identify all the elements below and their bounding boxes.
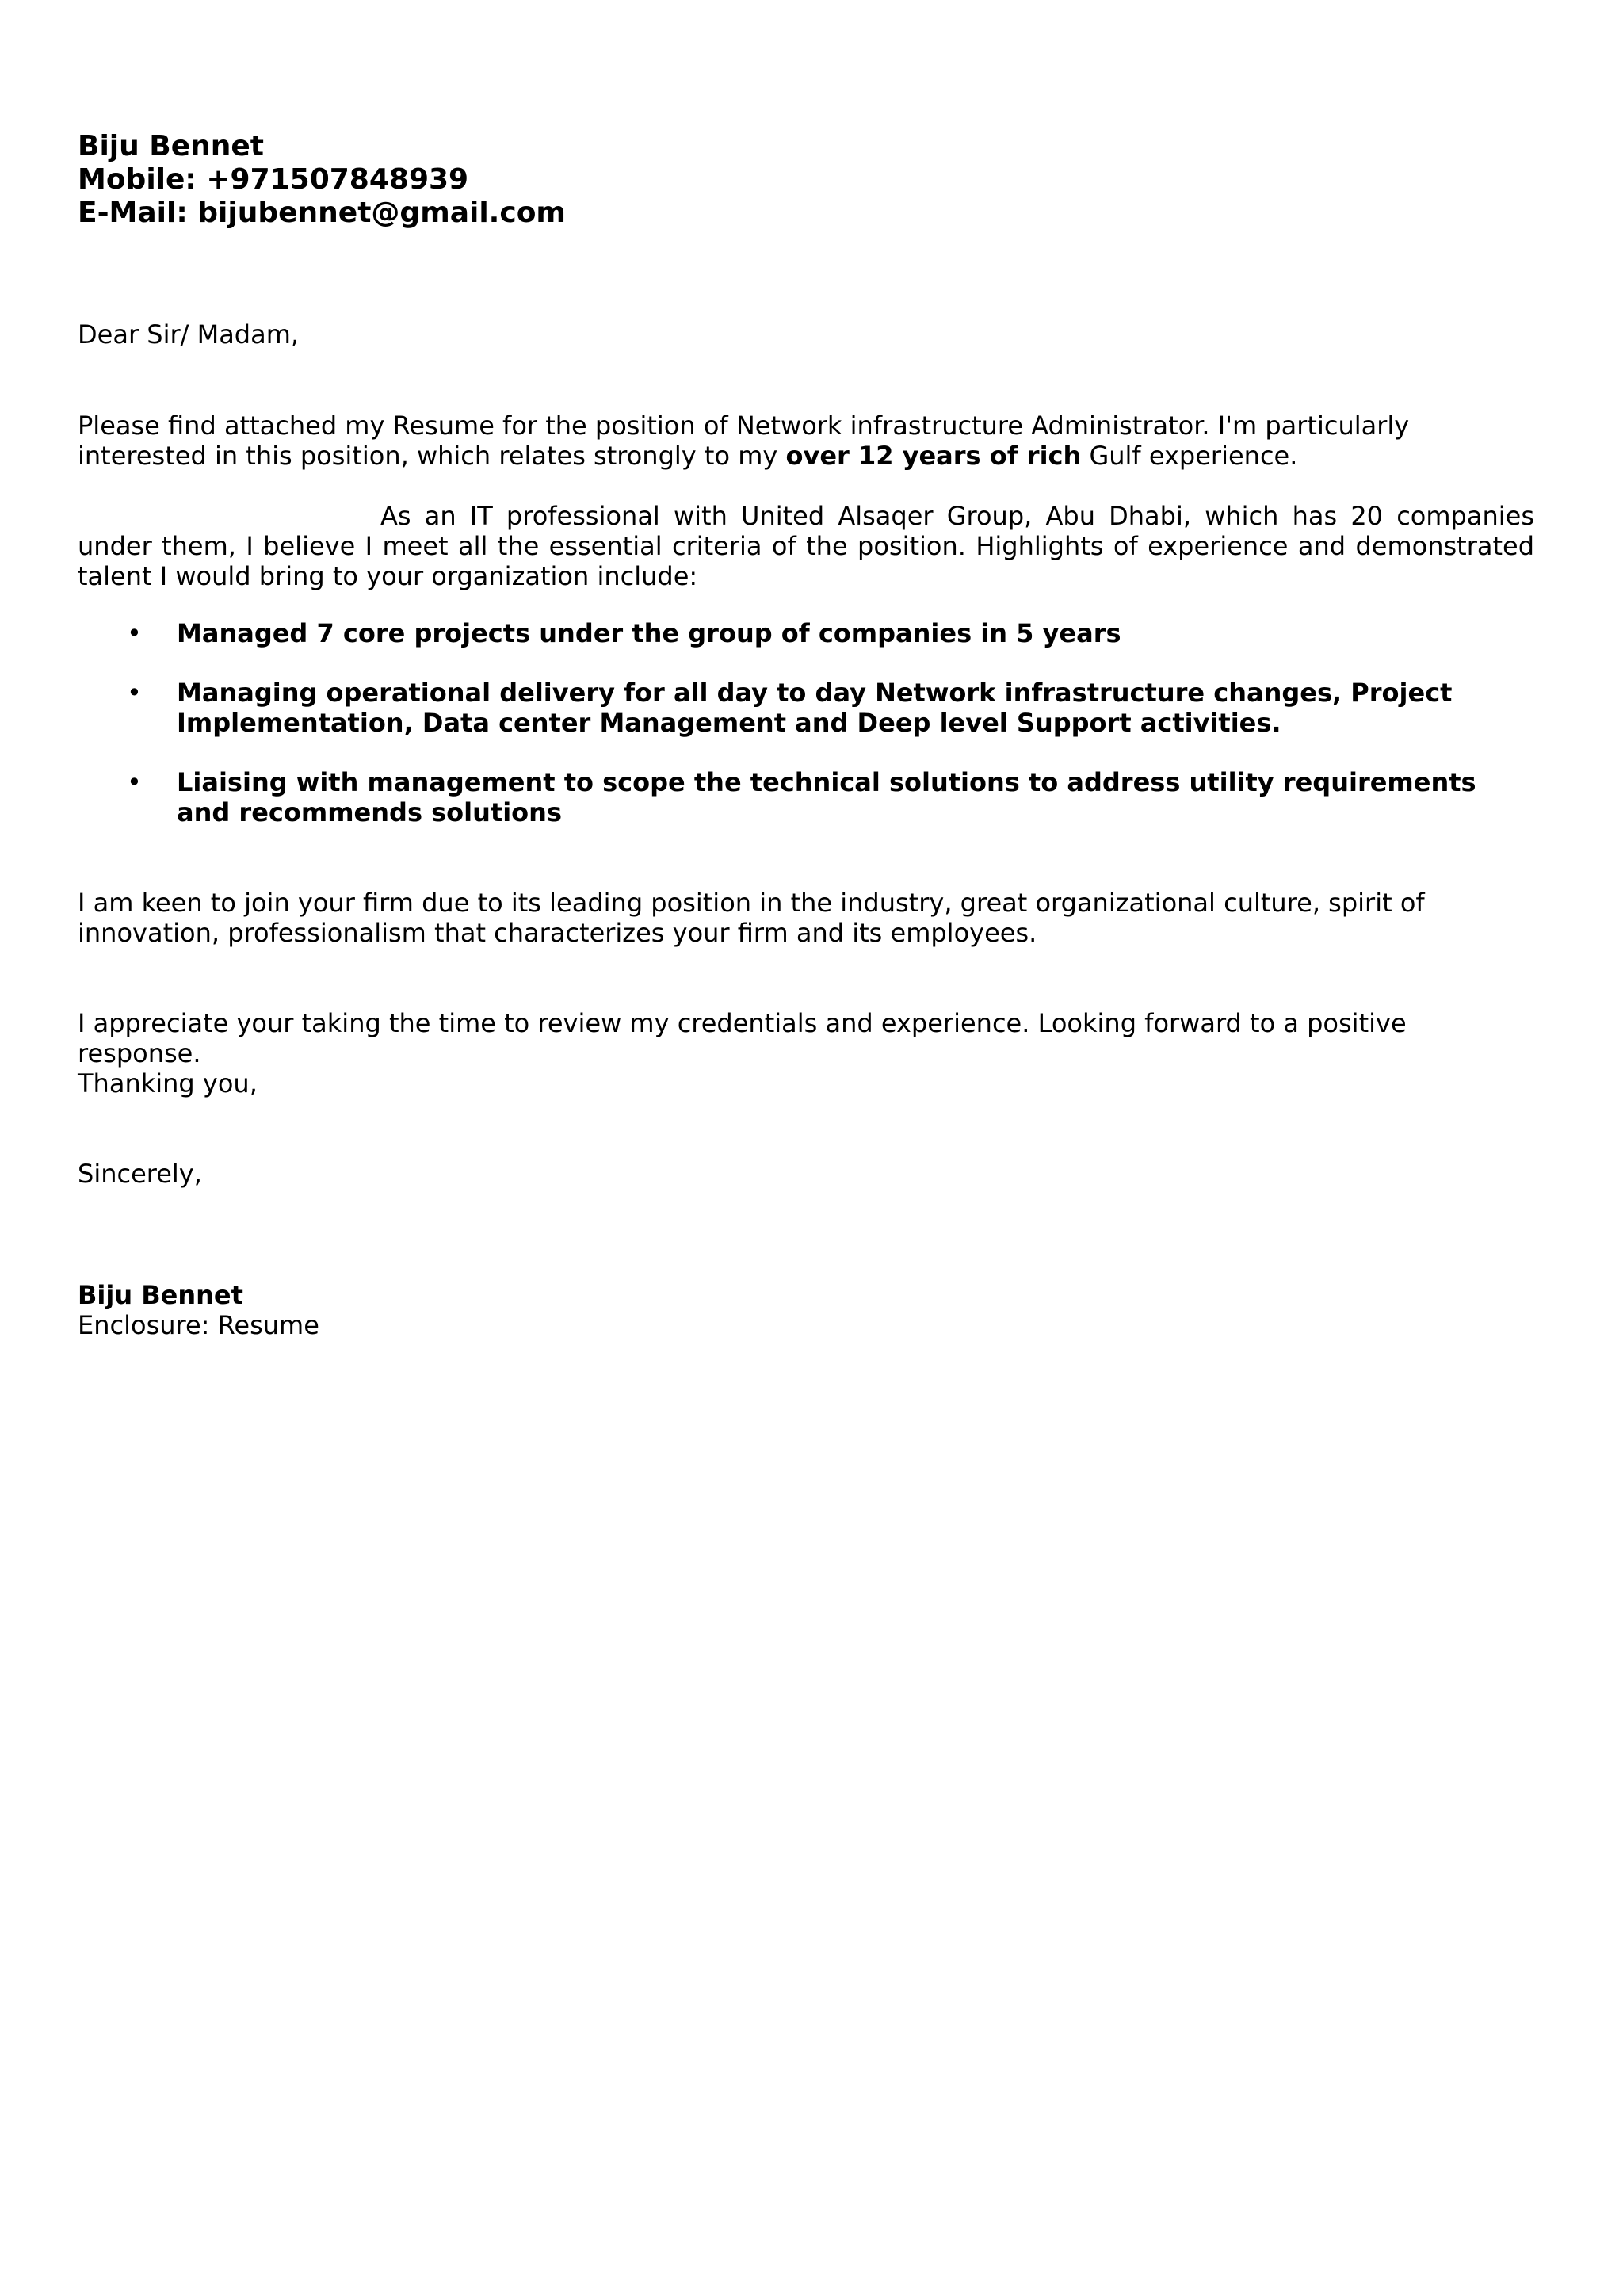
thanks-line: Thanking you,	[78, 1068, 258, 1098]
sender-mobile: Mobile: +971507848939	[78, 163, 469, 196]
experience-paragraph: As an IT professional with United Alsaqer Group, Abu Dhabi, which has 20 companies under them, I believe I meet all the essential criteria of the position. Highlights of experience and demonstrated talent I would bring to your organization include:	[78, 501, 1534, 591]
enclosure-line: Enclosure: Resume	[78, 1310, 319, 1340]
closing-line: Sincerely,	[78, 1159, 202, 1189]
highlights-list	[78, 618, 1534, 857]
list-item-text: Liaising with management to scope the technical solutions to address utility requirements and recommends solutions	[177, 767, 1476, 827]
sender-email: bijubennet@gmail.com	[197, 197, 566, 229]
sender-header	[78, 130, 1534, 230]
list-item	[78, 767, 1534, 827]
intro-text-bold: over 12 years of rich	[785, 441, 1082, 471]
list-item-text: Managing operational delivery for all day to day Network infrastructure changes, Project Implementation, Data center Management and Deep level Support activities.	[177, 678, 1453, 738]
appreciation-paragraph: I appreciate your taking the time to review my credentials and experience. Looking forward to a positive response.	[78, 1008, 1407, 1068]
intro-text-before: Please find attached my Resume for the position of Network infrastructure Administrator. I'm particularly interested in this position, which relates strongly to my	[78, 411, 1410, 471]
bullet-icon: •	[127, 678, 142, 708]
list-item-text: Managed 7 core projects under the group of companies in 5 years	[177, 618, 1121, 648]
list-item	[78, 618, 1534, 648]
list-item	[78, 678, 1534, 738]
email-label: E-Mail:	[78, 197, 188, 229]
bullet-icon: •	[127, 618, 142, 648]
signature-block	[78, 1280, 1534, 1340]
bullet-icon: •	[127, 767, 142, 797]
salutation: Dear Sir/ Madam,	[78, 319, 300, 350]
sender-email-line	[78, 197, 1534, 230]
motivation-paragraph: I am keen to join your firm due to its leading position in the industry, great organizational culture, spirit of innovation, professionalism that characterizes your firm and its employees.	[78, 888, 1425, 948]
intro-paragraph	[78, 411, 1534, 471]
intro-text-after: Gulf experience.	[1081, 441, 1298, 471]
signature-name: Biju Bennet	[78, 1280, 243, 1310]
sender-name: Biju Bennet	[78, 130, 265, 162]
